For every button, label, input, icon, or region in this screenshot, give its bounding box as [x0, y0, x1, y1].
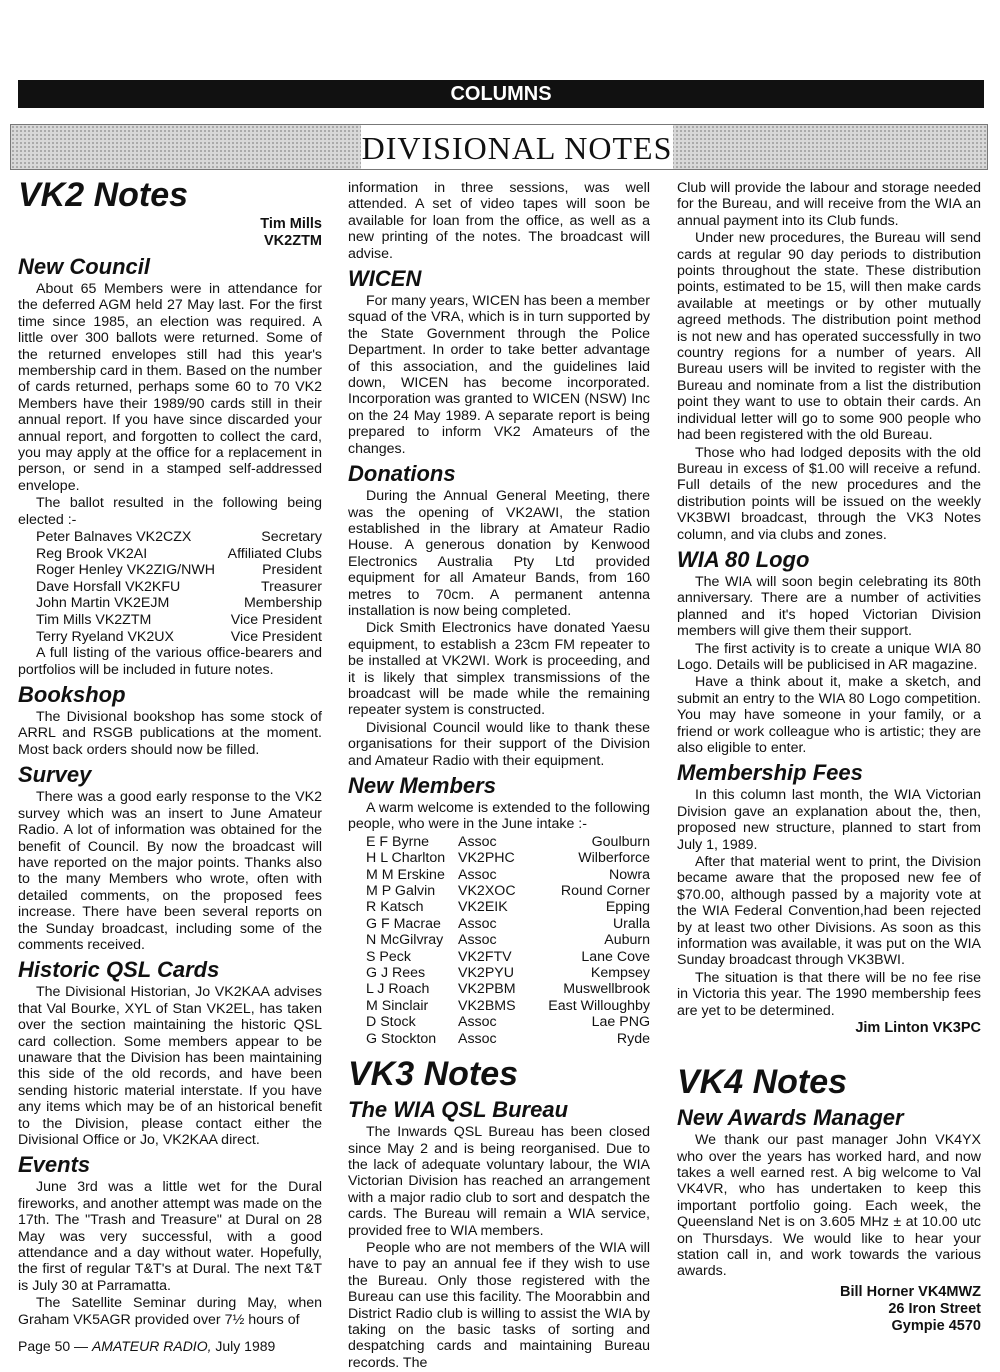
member-row: M M Erskine Assoc Nowra: [366, 866, 650, 883]
member-row: M Sinclair VK2BMS East Willoughby: [366, 997, 650, 1014]
member-list: [348, 834, 650, 1047]
seminar-paragraph-continued: information in three sessions, was well attended. A set of video tapes will soon be available for loan from the office, as well as a new printing of the notes. The broadcast will advise.: [348, 180, 650, 262]
footer-date: July 1989: [215, 1338, 276, 1354]
awards-heading: New Awards Manager: [677, 1105, 904, 1131]
vk2-heading: VK2 Notes: [18, 176, 189, 214]
awards-paragraph: We thank our past manager John VK4YX who over the years has worked hard, and now takes a well earned rest. A big welcome to Val VK4VR, who has undertaken to keep this important portfolio going. Each week, the Queensland Net is on 3.605 MHz ± at 10.00 utc on Thursdays. We would like to hear your station call in, and work towards the various awards.: [677, 1132, 981, 1280]
historic-qsl-heading: Historic QSL Cards: [18, 957, 220, 983]
fees-paragraph-1: In this column last month, the WIA Victorian Division gave an explanation about the, then, proposed new structure, planned to start from July 1, 1989.: [677, 787, 981, 853]
survey-heading: Survey: [18, 762, 92, 788]
logo-paragraph-3: Have a think about it, make a sketch, and submit an entry to the WIA 80 Logo competition. You may have someone in your family, or a friend or work colleague who is artistic; they are also eligible to enter.: [677, 674, 981, 756]
column-3: [677, 180, 981, 1335]
seminar-paragraph: The Satellite Seminar during May, when Graham VK5AGR provided over 7½ hours of: [18, 1295, 322, 1328]
wicen-heading: WICEN: [348, 266, 422, 292]
officer-row: Reg Brook VK2AI Affiliated Clubs: [36, 545, 322, 562]
footer-magazine: AMATEUR RADIO,: [91, 1338, 212, 1354]
member-row: G F Macrae Assoc Uralla: [366, 915, 650, 932]
column-1: [18, 176, 322, 1329]
column-2: [348, 180, 650, 1372]
listing-paragraph: A full listing of the various office-bearers and portfolios will be included in future notes.: [18, 645, 322, 678]
new-council-paragraph: About 65 Members were in attendance for the deferred AGM held 27 May last. For the first time since 1985, an election was required. A little over 300 ballots were returned. Some of the returned envelopes still had this year's membership card in them. Based on the number of cards returned, perhaps some 60 to 70 VK2 Members have their 1989/90 cards still in their annual report. If you have since discarded your annual report, and forgotten to collect the card, you may apply at the office for a replacement in person, or send in a stamped self-addressed envelope.: [18, 281, 322, 494]
officer-row: Terry Ryeland VK2UX Vice President: [36, 628, 322, 645]
logo-heading: WIA 80 Logo: [677, 546, 810, 572]
wicen-paragraph: For many years, WICEN has been a member squad of the VRA, which is in turn supported by the State Government through the Police Department. In order to take better advantage of this association, and the guidelines laid down, WICEN has become incorporated. Incorporation was granted to WICEN (NSW) Inc on the 24 May 1989. A separate report is being prepared to inform VK2 Amateurs of the changes.: [348, 293, 650, 457]
vk4-signature-town: Gympie 4570: [891, 1317, 981, 1334]
footer-page: Page 50 —: [18, 1338, 89, 1354]
vk2-author: Tim Mills: [260, 216, 322, 232]
vk4-signature-address: 26 Iron Street: [888, 1300, 981, 1317]
qsl-bureau-paragraph-4: Those who had lodged deposits with the old Bureau in excess of $1.00 will receive a refund. Full details of the new procedures and the distribution points will be issued on the weekly VK3BWI broadcast, through the VK3 Notes column, and via clubs and zones.: [677, 444, 981, 543]
member-row: D Stock Assoc Lae PNG: [366, 1014, 650, 1031]
qsl-bureau-heading: The WIA QSL Bureau: [348, 1097, 569, 1123]
qsl-bureau-paragraph-3: Under new procedures, the Bureau will send cards at regular 90 day periods to distribution points throughout the state. These distribution points, estimated to be 15, will then make cards available at meetings or by other mutually agreed methods. The distribution point method is not new and has operated successfully in two country regions for a number of years. All Bureau users will be invited to register with the Bureau and nominate from a list the distribution point they want to use to obtain their cards. An individual letter will go to some 900 people who had been registered with the old Bureau.: [677, 230, 981, 444]
member-row: G J Rees VK2PYU Kempsey: [366, 965, 650, 982]
donations-paragraph-3: Divisional Council would like to thank these organisations for their support of the Division and Amateur Radio with their equipment.: [348, 719, 650, 769]
section-banner: COLUMNS: [18, 80, 984, 108]
page-title: DIVISIONAL NOTES: [361, 125, 673, 169]
new-members-paragraph: A warm welcome is extended to the following people, who were in the June intake :-: [348, 800, 650, 833]
member-row: S Peck VK2FTV Lane Cove: [366, 948, 650, 965]
ballot-paragraph: The ballot resulted in the following being elected :-: [18, 495, 322, 528]
new-council-heading: New Council: [18, 254, 151, 279]
member-row: R Katsch VK2EIK Epping: [366, 899, 650, 916]
member-row: L J Roach VK2PBM Muswellbrook: [366, 981, 650, 998]
member-row: N McGilvray Assoc Auburn: [366, 932, 650, 949]
events-heading: Events: [18, 1152, 91, 1178]
officer-row: Dave Horsfall VK2KFU Treasurer: [36, 578, 322, 595]
donations-paragraph-2: Dick Smith Electronics have donated Yaesu equipment, to establish a 23cm FM repeater to be installed at VK2WI. Work is proceeding, and it is likely that simplex transmissions of the broadcast will be made while the remaining repeater system is constructed.: [348, 620, 650, 719]
qsl-bureau-paragraph-2-continued: Club will provide the labour and storage needed for the Bureau, and will receive from the WIA an annual payment into its Club funds.: [677, 180, 981, 229]
donations-heading: Donations: [348, 461, 456, 487]
member-row: H L Charlton VK2PHC Wilberforce: [366, 850, 650, 867]
historic-qsl-paragraph: The Divisional Historian, Jo VK2KAA advises that Val Bourke, XYL of Stan VK2EL, has taken over the section maintaining the historic QSL card collection. Some members appear to be unaware that the Division has been maintaining this side of the old records, and have been sending historic material interstate. If you have any items which may be of an historical benefit to the Division, please contact either the Divisional Office or Jo, VK2KAA direct.: [18, 984, 322, 1148]
officer-row: Roger Henley VK2ZIG/NWH President: [36, 562, 322, 579]
member-row: E F Byrne Assoc Goulburn: [366, 833, 650, 850]
survey-paragraph: There was a good early response to the VK2 survey which was an insert to June Amateur Radio. A lot of information was obtained for the benefit of Council. By now the broadcast will have reported on the major points. Thanks also to the many Members who wrote, often with detailed comments, on the proposed fees increase. There have been several reports on the Sunday broadcast, including some of the comments received.: [18, 789, 322, 953]
title-bar: [10, 124, 988, 170]
donations-paragraph-1: During the Annual General Meeting, there was the opening of VK2AWI, the station established in the library at Amateur Radio House. A generous donation by Kenwood Electronics Australia Pty Ltd provided equipment for all Amateur Bands, from 160 metres to 70cm. A permanent antenna installation is now being completed.: [348, 488, 650, 619]
member-row: M P Galvin VK2XOC Round Corner: [366, 883, 650, 900]
officer-row: Peter Balnaves VK2CZX Secretary: [36, 529, 322, 546]
qsl-bureau-paragraph-1: The Inwards QSL Bureau has been closed since May 2 and is being reorganised. Due to the lack of adequate voluntary labour, the WIA Victorian Division has reached an arrangement with a major radio club to sort and despatch the cards. The Bureau will remain a WIA service, provided free to WIA members.: [348, 1124, 650, 1239]
member-row: G Stockton Assoc Ryde: [366, 1030, 650, 1047]
events-paragraph: June 3rd was a little wet for the Dural fireworks, and another attempt was made on the 17th. The "Trash and Treasure" at Dural on 28 May was very successful, with a good attendance and a day without water. Hopefully, the first of regular T&T's at Dural. The next T&T is July 30 at Parramatta.: [18, 1179, 322, 1294]
fees-paragraph-3: The situation is that there will be no fee rise in Victoria this year. The 1990 membership fees are yet to be determined.: [677, 969, 981, 1019]
fees-paragraph-2: After that material went to print, the Division became aware that the proposed new fee of $70.00, although passed by a majority vote at the WIA Federal Convention,had been rejected by at least two other Divisions. As soon as this information was available, it was put on the WIA Sunday broadcast through VK3BWI.: [677, 854, 981, 969]
vk3-signature: Jim Linton VK3PC: [855, 1020, 981, 1037]
fees-heading: Membership Fees: [677, 760, 863, 786]
officer-list: [18, 529, 322, 645]
qsl-bureau-paragraph-2: People who are not members of the WIA will have to pay an annual fee if they wish to use the Bureau. Only those registered with the Bureau can use this facility. The Moorabbin and District Radio club is willing to assist the WIA by taking on the basic tasks of sorting and despatching cards and maintaining Bureau records. The: [348, 1239, 650, 1371]
logo-paragraph-2: The first activity is to create a unique WIA 80 Logo. Details will be publicised in AR magazine.: [677, 640, 981, 673]
vk4-signature-name: Bill Horner VK4MWZ: [840, 1283, 981, 1300]
vk4-heading: VK4 Notes: [677, 1063, 848, 1102]
officer-row: John Martin VK2EJM Membership: [36, 595, 322, 612]
bookshop-heading: Bookshop: [18, 682, 126, 708]
officer-row: Tim Mills VK2ZTM Vice President: [36, 612, 322, 629]
logo-paragraph-1: The WIA will soon begin celebrating its 80th anniversary. There are a number of activities planned and it's hoped Victorian Division members will give them their support.: [677, 573, 981, 640]
vk2-callsign: VK2ZTM: [264, 233, 322, 249]
vk3-heading: VK3 Notes: [348, 1055, 519, 1094]
page-footer: [18, 1338, 275, 1354]
bookshop-paragraph: The Divisional bookshop has some stock of ARRL and RSGB publications at the moment. Most back orders should now be filled.: [18, 709, 322, 758]
new-members-heading: New Members: [348, 773, 496, 798]
